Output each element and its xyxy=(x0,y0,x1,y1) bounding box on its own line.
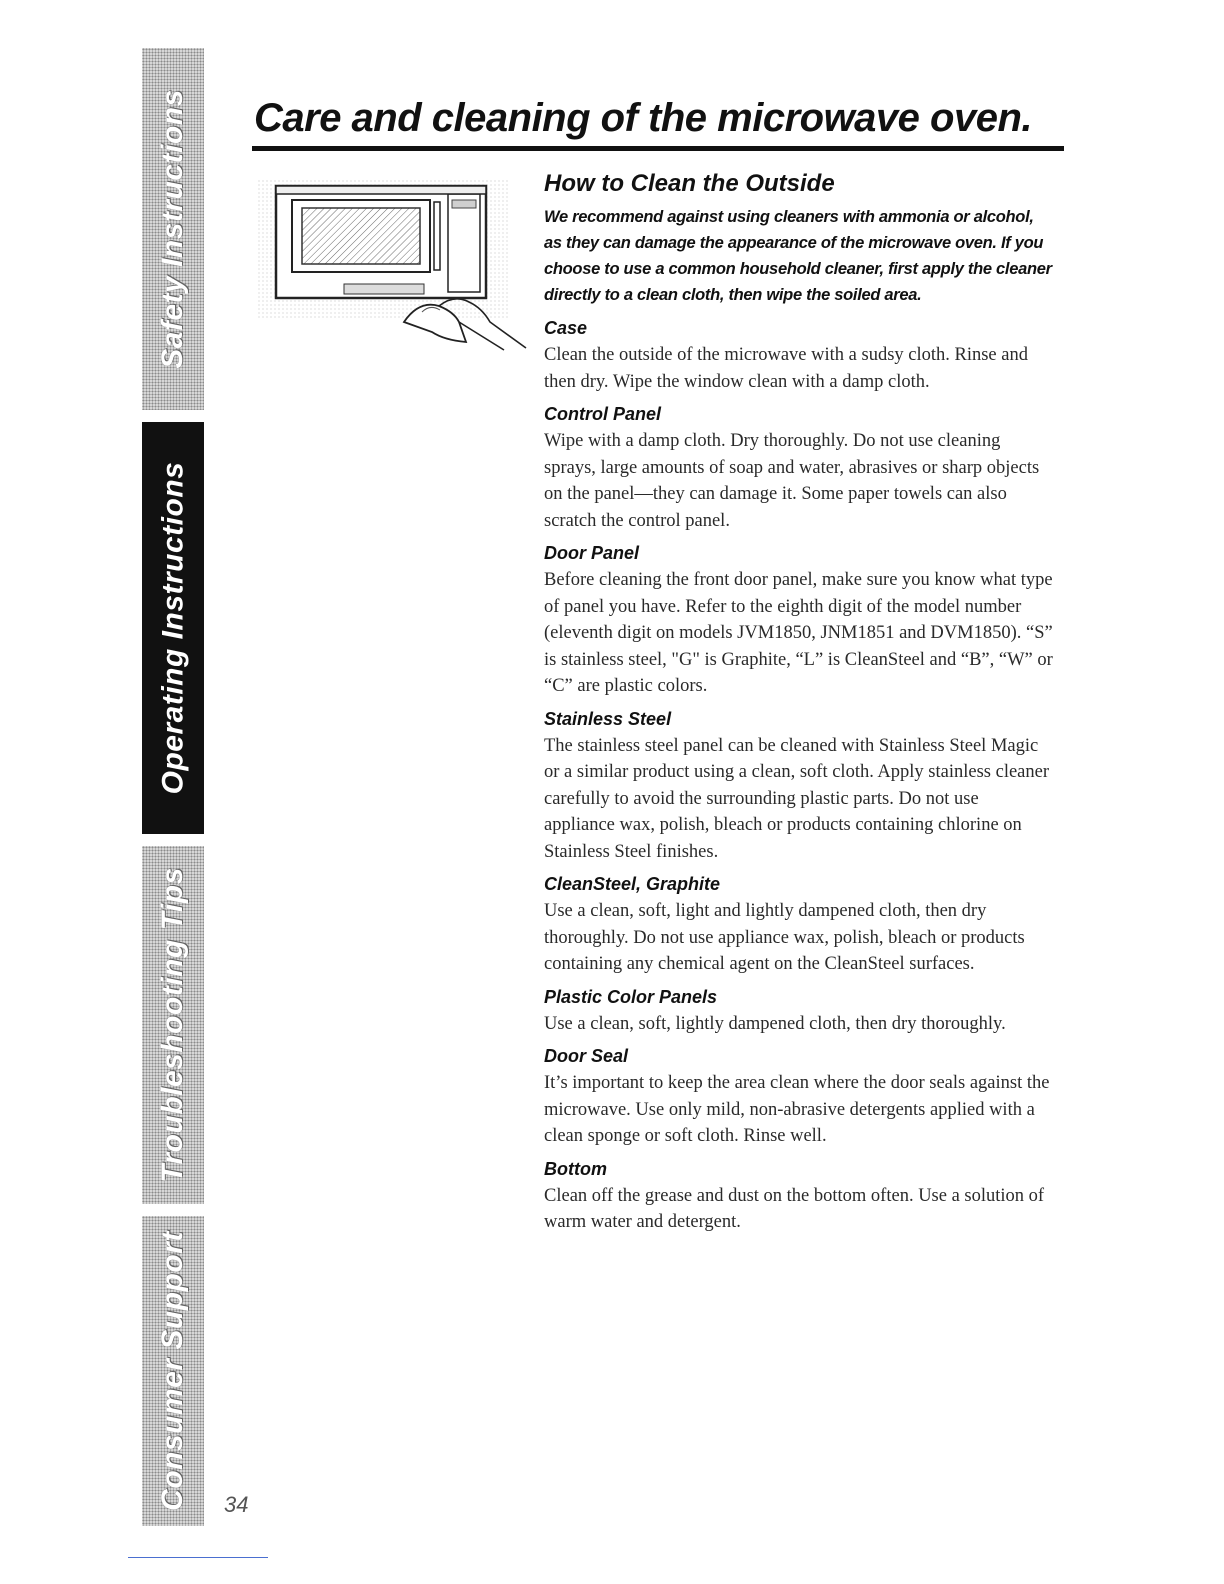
tab-label: Troubleshooting Tips xyxy=(156,867,189,1183)
microwave-cleaning-illustration-icon xyxy=(254,172,534,352)
subsection-text-door-panel: Before cleaning the front door panel, make sure you know what type of panel you have. Refer to the eighth digit of the model number (eleventh digit on models JVM1850, JNM1851 and DVM1850). “S” is stainless steel, "G" is Graphite, “L” is CleanSteel and “B”, “W” or “C” are plastic colors. xyxy=(544,570,1053,696)
title-rule xyxy=(252,146,1064,151)
tab-label: Safety Instructions xyxy=(156,89,189,369)
subsection-text-bottom: Clean off the grease and dust on the bottom often. Use a solution of warm water and detergent. xyxy=(544,1185,1045,1232)
subsection-text-door-seal: It’s important to keep the area clean where the door seals against the microwave. Use only mild, non-abrasive detergents applied with a clean sponge or soft cloth. Rinse well. xyxy=(544,1073,1050,1146)
tab-consumer-support[interactable] xyxy=(142,1216,204,1526)
tab-label: Consumer Support xyxy=(156,1231,190,1511)
subsection-text-cleansteel-graphite: Use a clean, soft, light and lightly dampened cloth, then dry thoroughly. Do not use appliance wax, polish, bleach or products containing any chemical agent on the CleanSteel surfaces. xyxy=(544,901,1025,974)
tab-safety-instructions[interactable] xyxy=(142,48,204,410)
subsection-text-case: Clean the outside of the microwave with a sudsy cloth. Rinse and then dry. Wipe the window clean with a damp cloth. xyxy=(544,345,1028,392)
cleaner-warning: We recommend against using cleaners with ammonia or alcohol, as they can damage the appearance of the microwave oven. If you choose to use a common household cleaner, first apply the cleaner directly to a clean cloth, then wipe the soiled area. xyxy=(544,208,1052,304)
cleaning-content xyxy=(544,170,1054,1245)
footer-rule xyxy=(128,1557,268,1558)
subsection-heading-control-panel: Control Panel xyxy=(544,404,662,424)
subsection-heading-case: Case xyxy=(544,318,588,338)
page-title: Care and cleaning of the microwave oven. xyxy=(254,96,1033,140)
section-heading: How to Clean the Outside xyxy=(544,170,835,197)
subsection-text-plastic-color-panels: Use a clean, soft, lightly dampened cloth, then dry thoroughly. xyxy=(544,1013,1006,1034)
subsection-text-stainless-steel: The stainless steel panel can be cleaned with Stainless Steel Magic or a similar product using a clean, soft cloth. Apply stainless cleaner carefully to avoid the surrounding plastic parts. Do not use appliance wax, polish, bleach or products containing chlorine on Stainless Steel finishes. xyxy=(544,735,1050,862)
tab-operating-instructions[interactable] xyxy=(142,422,204,834)
subsection-heading-stainless-steel: Stainless Steel xyxy=(544,708,672,729)
subsection-heading-door-panel: Door Panel xyxy=(544,543,640,563)
subsection-heading-door-seal: Door Seal xyxy=(544,1046,629,1066)
subsection-heading-cleansteel-graphite: CleanSteel, Graphite xyxy=(544,874,721,894)
subsection-heading-bottom: Bottom xyxy=(544,1158,607,1179)
section-tab-strip xyxy=(142,48,204,1526)
subsection-heading-plastic-color-panels: Plastic Color Panels xyxy=(544,986,718,1007)
tab-label: Operating Instructions xyxy=(156,461,190,795)
subsection-text-control-panel: Wipe with a damp cloth. Dry thoroughly. Do not use cleaning sprays, large amounts of soap and water, abrasives or sharp objects on the panel—they can damage it. Some paper towels can also scratch the control panel. xyxy=(544,431,1040,531)
tab-troubleshooting-tips[interactable] xyxy=(142,846,204,1204)
page-number: 34 xyxy=(224,1492,249,1517)
